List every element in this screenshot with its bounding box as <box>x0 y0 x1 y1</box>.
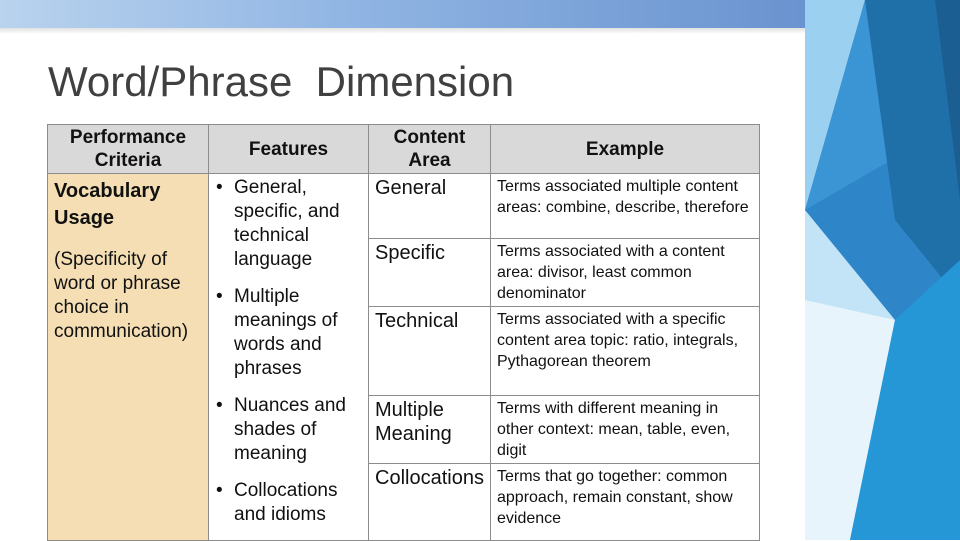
bullet-icon: • <box>216 395 223 416</box>
criteria-description: (Specificity of word or phrase choice in communication) <box>54 249 189 342</box>
header-content-area: Content Area <box>369 125 491 174</box>
top-banner <box>0 0 805 28</box>
criteria-cell <box>48 174 209 541</box>
decorative-side-panel <box>805 0 960 540</box>
feature-item <box>213 479 364 527</box>
feature-item <box>213 285 364 381</box>
top-banner-shadow <box>0 28 805 34</box>
bullet-icon: • <box>216 480 223 501</box>
feature-item <box>213 176 364 272</box>
content-area-cell: Specific <box>369 239 491 307</box>
feature-text: Nuances and shades of meaning <box>234 395 346 464</box>
content-area-cell: Collocations <box>369 464 491 541</box>
features-cell <box>209 174 369 541</box>
header-example: Example <box>491 125 760 174</box>
content-area-cell: Technical <box>369 307 491 396</box>
table-row <box>48 174 760 239</box>
example-cell: Terms associated multiple content areas: combine, describe, therefore <box>491 174 760 239</box>
feature-text: General, specific, and technical language <box>234 177 340 270</box>
vocabulary-table <box>47 124 760 541</box>
criteria-title: Vocabulary Usage <box>54 180 161 229</box>
example-cell: Terms associated with a content area: divisor, least common denominator <box>491 239 760 307</box>
slide-title: Word/Phrase Dimension <box>48 58 515 105</box>
example-cell: Terms associated with a specific content area topic: ratio, integrals, Pythagorean theorem <box>491 307 760 396</box>
example-cell: Terms with different meaning in other context: mean, table, even, digit <box>491 396 760 464</box>
header-features: Features <box>209 125 369 174</box>
bullet-icon: • <box>216 177 223 198</box>
content-area-cell: Multiple Meaning <box>369 396 491 464</box>
header-criteria: Performance Criteria <box>48 125 209 174</box>
bullet-icon: • <box>216 286 223 307</box>
feature-item <box>213 394 364 466</box>
header-row <box>48 125 760 174</box>
feature-text: Multiple meanings of words and phrases <box>234 286 338 379</box>
feature-text: Collocations and idioms <box>234 480 338 525</box>
example-cell: Terms that go together: common approach, remain constant, show evidence <box>491 464 760 541</box>
content-area-cell: General <box>369 174 491 239</box>
features-list <box>213 176 364 527</box>
